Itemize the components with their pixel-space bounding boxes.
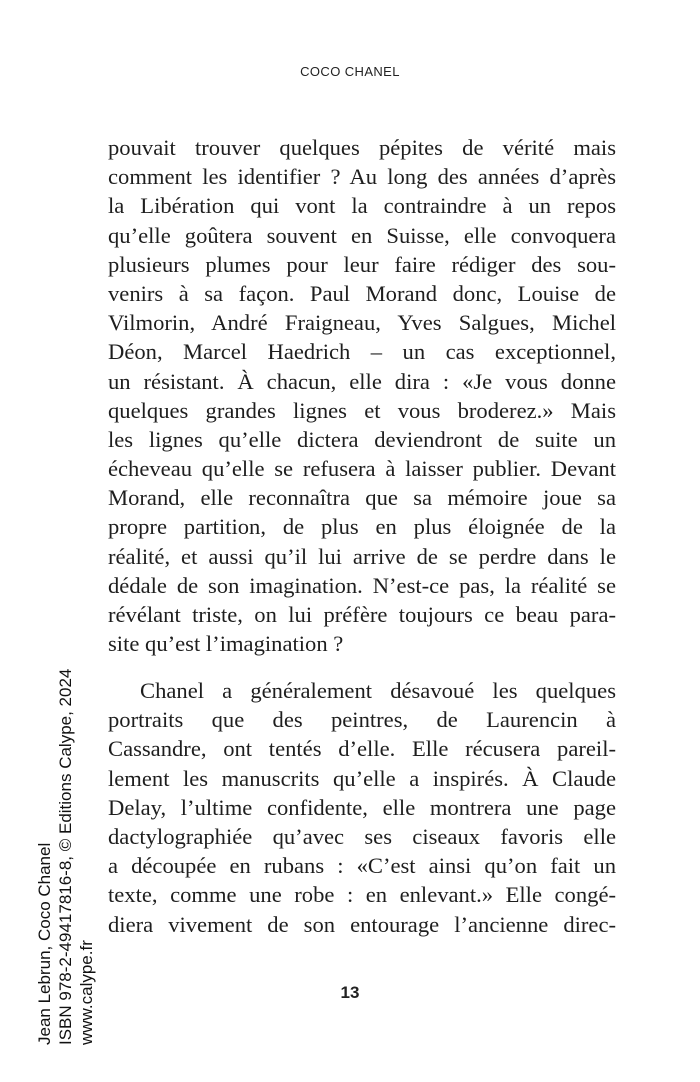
page-number: 13 <box>340 983 360 1002</box>
text-line: révélant triste, on lui préfère toujours ce beau para- <box>108 602 616 627</box>
side-credit <box>34 669 97 1045</box>
text-line: venirs à sa façon. Paul Morand donc, Louise de <box>108 280 616 306</box>
text-line: les lignes qu’elle dictera deviendront de suite un <box>108 426 616 452</box>
paragraph-2 <box>108 676 616 939</box>
text-line: dactylographiée qu’avec ses ciseaux favoris elle <box>108 823 616 849</box>
text-line: pouvait trouver quelques pépites de vérité mais <box>108 135 616 160</box>
text-line: Vilmorin, André Fraigneau, Yves Salgues, Michel <box>108 310 616 336</box>
text-line: écheveau qu’elle se refusera à laisser publier. Devant <box>108 456 616 482</box>
text-line: Delay, l’ultime confidente, elle montrera une page <box>108 794 616 820</box>
text-line: a découpée en rubans : «C’est ainsi qu’on fait un <box>108 853 616 879</box>
text-line: Chanel a généralement désavoué les quelques <box>140 678 616 703</box>
credit-isbn-publisher: ISBN 978-2-49417816-8, © Editions Calype, 2024 <box>56 668 75 1045</box>
text-line: Morand, elle reconnaîtra que sa mémoire joue sa <box>108 485 616 511</box>
credit-author-title: Jean Lebrun, Coco Chanel <box>35 842 54 1045</box>
paragraph-1 <box>108 133 616 658</box>
text-line: un résistant. À chacun, elle dira : «Je vous donne <box>108 368 616 394</box>
text-line: Cassandre, ont tentés d’elle. Elle récusera pareil- <box>108 736 616 762</box>
text-line: dédale de son imagination. N’est-ce pas, la réalité se <box>108 572 616 598</box>
text-line: lement les manuscrits qu’elle a inspirés. À Claude <box>108 765 616 791</box>
text-line: portraits que des peintres, de Laurencin à <box>108 707 616 733</box>
running-header-title: COCO CHANEL <box>300 64 400 79</box>
text-line: site qu’est l’imagination ? <box>108 631 344 657</box>
text-line: quelques grandes lignes et vous broderez.» Mais <box>108 397 616 423</box>
text-line: réalité, et aussi qu’il lui arrive de se perdre dans le <box>108 543 616 569</box>
text-line: diera vivement de son entourage l’ancienne direc- <box>108 911 616 937</box>
text-line: Déon, Marcel Haedrich – un cas exceptionnel, <box>108 339 616 365</box>
text-line: qu’elle goûtera souvent en Suisse, elle convoquera <box>108 222 616 248</box>
credit-website-link[interactable]: www.calype.fr <box>77 940 96 1045</box>
text-line: texte, comme une robe : en enlevant.» Elle congé- <box>108 882 616 908</box>
text-line: la Libération qui vont la contraindre à un repos <box>108 193 616 219</box>
text-line: propre partition, de plus en plus éloignée de la <box>108 514 616 540</box>
text-line: plusieurs plumes pour leur faire rédiger des sou- <box>108 251 616 277</box>
text-line: comment les identifier ? Au long des années d’après <box>108 164 616 190</box>
